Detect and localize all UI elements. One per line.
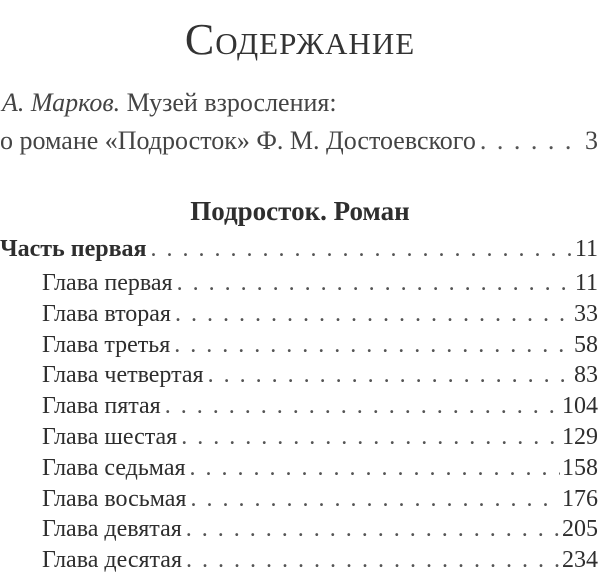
chapter-label: Глава третья xyxy=(42,331,171,358)
chapter-label: Глава вторая xyxy=(42,300,171,327)
toc-chapter-entry[interactable] xyxy=(0,270,598,297)
toc-chapter-entry[interactable] xyxy=(0,393,598,420)
novel-heading: Подросток. Роман xyxy=(190,196,410,226)
essay-entry-line2[interactable] xyxy=(0,126,598,156)
page-number: 205 xyxy=(562,516,598,543)
dot-leader xyxy=(181,424,560,451)
page-number: 158 xyxy=(562,454,598,481)
toc-chapter-entry[interactable] xyxy=(0,516,598,543)
dot-leader xyxy=(174,332,572,359)
toc-chapter-entry[interactable] xyxy=(0,486,598,513)
dot-leader xyxy=(208,362,572,389)
page-number: 33 xyxy=(574,300,598,327)
toc-chapter-entry[interactable] xyxy=(0,362,598,389)
toc-chapter-entry[interactable] xyxy=(0,301,598,328)
dot-leader xyxy=(165,393,560,420)
essay-title-line1: Музей взросления: xyxy=(126,88,337,117)
essay-entry-line1 xyxy=(2,88,337,118)
page-number: 104 xyxy=(562,393,598,420)
toc-part-entry[interactable] xyxy=(0,236,598,263)
page-number: 83 xyxy=(574,362,598,389)
page-number: 234 xyxy=(562,547,598,574)
chapter-label: Глава восьмая xyxy=(42,485,187,512)
dot-leader xyxy=(190,455,560,482)
toc-chapter-entry[interactable] xyxy=(0,332,598,359)
chapter-label: Глава четвертая xyxy=(42,362,204,389)
dot-leader xyxy=(480,126,583,156)
dot-leader xyxy=(186,547,560,574)
page-number: 58 xyxy=(574,331,598,358)
dot-leader xyxy=(151,236,573,263)
essay-title-line2: о романе «Подросток» Ф. М. Достоевского xyxy=(0,126,476,155)
chapter-label: Глава седьмая xyxy=(42,454,186,481)
chapter-label: Глава пятая xyxy=(42,393,161,420)
chapter-label: Глава шестая xyxy=(42,424,178,450)
part-label: Часть первая xyxy=(0,236,147,262)
dot-leader xyxy=(177,270,573,297)
page-number: 3 xyxy=(585,126,598,155)
chapter-label: Глава девятая xyxy=(42,516,182,543)
toc-chapter-entry[interactable] xyxy=(0,424,598,451)
page-title: Содержание xyxy=(184,15,416,64)
essay-author: А. Марков. xyxy=(2,88,121,117)
page-number: 11 xyxy=(574,270,598,296)
dot-leader xyxy=(175,301,572,328)
chapter-label: Глава десятая xyxy=(42,547,182,574)
page-number: 11 xyxy=(574,236,598,262)
chapter-label: Глава первая xyxy=(42,270,173,296)
dot-leader xyxy=(186,516,560,543)
toc-chapter-entry[interactable] xyxy=(0,547,598,574)
page-number: 129 xyxy=(562,424,598,450)
page-number: 176 xyxy=(562,485,598,512)
toc-chapter-entry[interactable] xyxy=(0,455,598,482)
dot-leader xyxy=(190,486,560,513)
